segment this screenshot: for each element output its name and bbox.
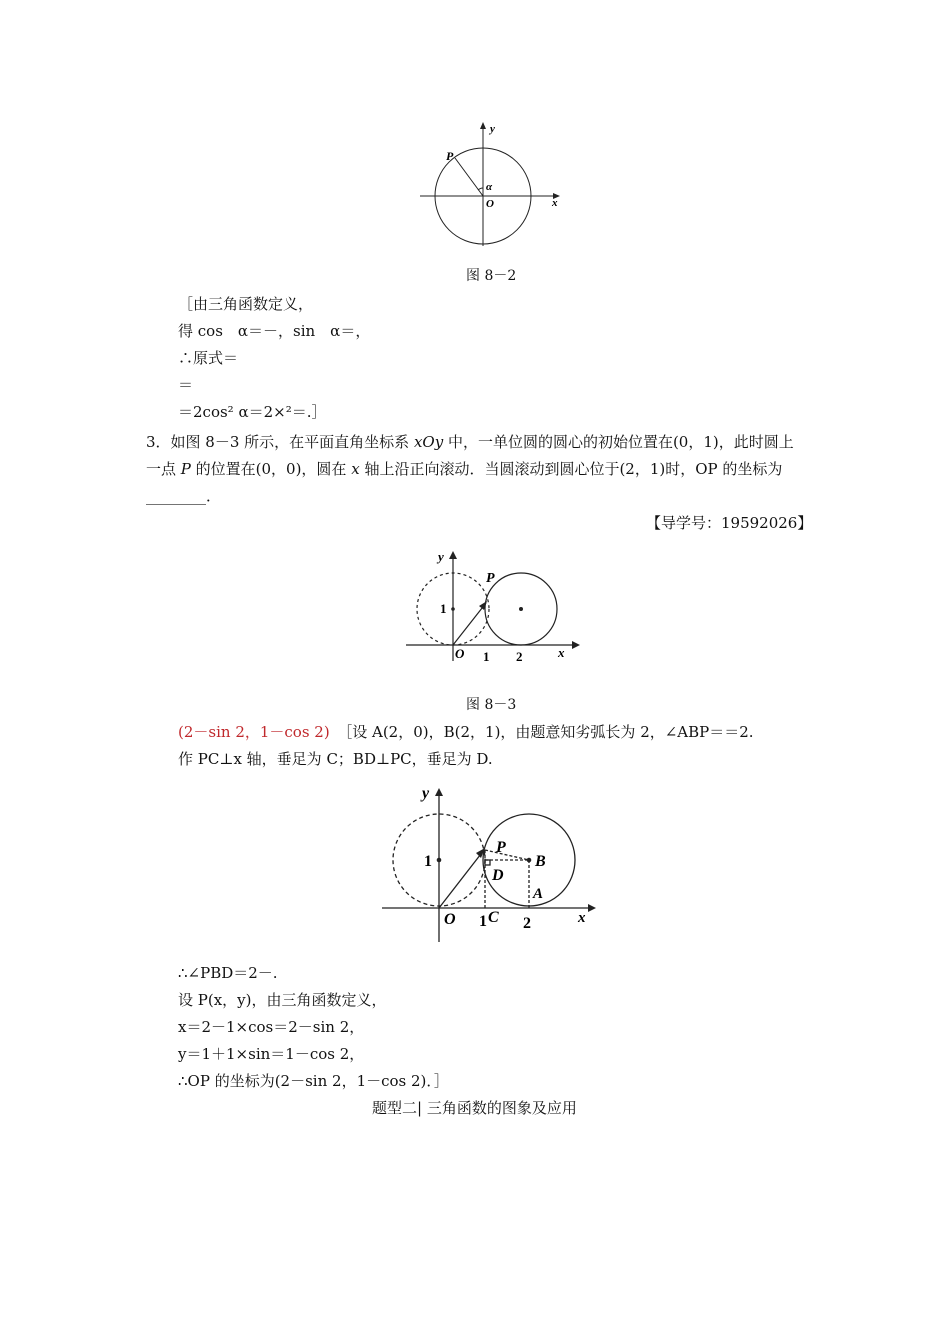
center-dot-B bbox=[527, 858, 532, 863]
solution3-line4: 设 P(x，y)，由三角函数定义， bbox=[178, 991, 387, 1009]
solution3-line3: ∴∠PBD＝2－. bbox=[178, 964, 278, 982]
solution3-line7: ∴OP 的坐标为(2－sin 2，1－cos 2)．］ bbox=[178, 1072, 449, 1090]
label-C: C bbox=[488, 909, 499, 926]
y-arrow bbox=[449, 551, 457, 559]
label-x: x bbox=[578, 910, 586, 926]
label-O: O bbox=[444, 911, 456, 928]
solution3-line2: 作 PC⊥x 轴，垂足为 C；BD⊥PC，垂足为 D. bbox=[178, 750, 493, 768]
vector-OP bbox=[453, 603, 486, 645]
right-angle-mark bbox=[485, 860, 490, 865]
answer: (2－sin 2，1－cos 2) bbox=[178, 723, 330, 741]
rolled-center-dot bbox=[519, 607, 523, 611]
solution3-line6: y＝1＋1×sin＝1－cos 2， bbox=[178, 1045, 365, 1063]
label-O: O bbox=[486, 198, 494, 210]
figure-construction bbox=[378, 780, 600, 950]
label-1-x: 1 bbox=[483, 649, 490, 664]
solution2-line4: ＝ bbox=[178, 376, 194, 394]
label-B: B bbox=[535, 853, 546, 870]
label-A: A bbox=[533, 886, 544, 902]
section-heading: 题型二| 三角函数的图象及应用 bbox=[372, 1099, 577, 1117]
solution2-line2: 得 cos α＝－，sin α＝， bbox=[178, 322, 371, 340]
figure-8-3 bbox=[400, 545, 585, 665]
x-arrow bbox=[572, 641, 580, 649]
initial-center-dot bbox=[451, 607, 455, 611]
label-D: D bbox=[492, 867, 504, 884]
label-P: P bbox=[486, 571, 495, 586]
figure-8-2-caption: 图 8－2 bbox=[466, 268, 517, 284]
label-alpha: α bbox=[486, 181, 493, 193]
terminal-side bbox=[455, 158, 483, 196]
vector-arrowhead bbox=[479, 601, 487, 610]
solution3-line1: (2－sin 2，1－cos 2) ［设 A(2，0)，B(2，1)，由题意知劣弧长为 2，∠ABP＝＝2. bbox=[178, 723, 754, 741]
label-P: P bbox=[496, 839, 506, 856]
label-1-y: 1 bbox=[440, 601, 447, 616]
solution2-line5: ＝2cos² α＝2×²＝.］ bbox=[178, 403, 327, 421]
label-y: y bbox=[438, 549, 444, 564]
label-y: y bbox=[422, 785, 430, 802]
solution2-line3: ∴原式＝ bbox=[178, 349, 239, 367]
y-arrow bbox=[435, 788, 443, 796]
label-O: O bbox=[455, 646, 465, 661]
segment-PB bbox=[485, 850, 529, 860]
y-arrow bbox=[480, 122, 486, 129]
center-dot-1 bbox=[437, 858, 442, 863]
label-1-y: 1 bbox=[424, 853, 432, 870]
solution3-line5: x＝2－1×cos＝2－sin 2， bbox=[178, 1018, 365, 1036]
problem3-text: 3．如图 8－3 所示，在平面直角坐标系 xOy 中，一单位圆的圆心的初始位置在(0，1)，此时圆上一点 P 的位置在(0，0)，圆在 x 轴上沿正向滚动．当圆滚动到圆心位于(2，1)时，OP 的坐标为________． bbox=[146, 433, 794, 505]
label-x: x bbox=[552, 197, 558, 209]
label-x: x bbox=[558, 645, 565, 660]
figure-8-2 bbox=[420, 118, 570, 253]
angle-arc bbox=[478, 188, 483, 190]
label-1-x: 1 bbox=[479, 913, 487, 930]
guide-number: 【导学号：19592026】 bbox=[646, 514, 813, 532]
label-P: P bbox=[446, 149, 454, 163]
vector-OP bbox=[439, 850, 484, 908]
x-arrow bbox=[588, 904, 596, 912]
solution2-line1: ［由三角函数定义， bbox=[178, 295, 314, 313]
label-y: y bbox=[490, 123, 495, 135]
label-2-x: 2 bbox=[523, 915, 531, 932]
figure-8-3-caption: 图 8－3 bbox=[466, 697, 517, 713]
label-2-x: 2 bbox=[516, 649, 523, 664]
